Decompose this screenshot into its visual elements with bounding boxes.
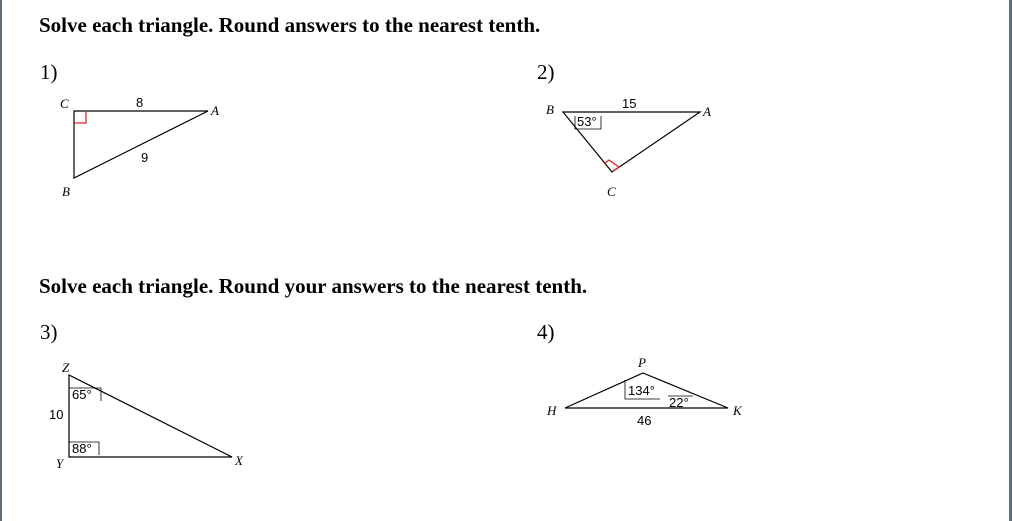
section1-heading: Solve each triangle. Round answers to the nearest tenth. xyxy=(39,13,541,37)
angle-label-y: 88° xyxy=(72,441,92,456)
triangle-2 xyxy=(546,96,711,199)
problem-2-number: 2) xyxy=(537,60,555,84)
vertex-label-x: X xyxy=(235,453,243,468)
vertex-label-a: A xyxy=(703,104,711,119)
problem-1-number: 1) xyxy=(40,60,58,84)
problem-3-number: 3) xyxy=(40,320,58,344)
side-label-hk: 46 xyxy=(637,413,652,428)
right-angle-marker xyxy=(74,111,86,123)
triangle-4 xyxy=(546,355,743,428)
vertex-label-a: A xyxy=(211,103,219,118)
triangle-3-shape xyxy=(69,375,232,457)
section2-heading: Solve each triangle. Round your answers to the nearest tenth. xyxy=(39,274,588,298)
vertex-label-z: Z xyxy=(62,360,70,375)
vertex-label-k: K xyxy=(733,403,742,418)
angle-label-k: 22° xyxy=(669,395,689,410)
vertex-label-c: C xyxy=(607,184,616,199)
triangle-1 xyxy=(60,95,219,199)
angle-label-p: 134° xyxy=(628,383,655,398)
angle-label-z: 65° xyxy=(72,387,92,402)
side-label-ca: 8 xyxy=(136,95,144,110)
side-label-ab: 9 xyxy=(141,150,149,165)
vertex-label-c: C xyxy=(60,96,69,111)
vertex-label-b: B xyxy=(62,184,70,199)
angle-label-b: 53° xyxy=(577,114,597,129)
triangle-1-shape xyxy=(74,111,208,178)
vertex-label-y: Y xyxy=(56,456,64,471)
side-label-ba: 15 xyxy=(622,96,637,111)
vertex-label-h: H xyxy=(547,403,557,418)
vertex-label-p: P xyxy=(638,355,646,370)
side-label-zy: 10 xyxy=(49,407,64,422)
vertex-label-b: B xyxy=(546,102,554,117)
triangle-3 xyxy=(49,360,244,471)
problem-4-number: 4) xyxy=(537,320,555,344)
